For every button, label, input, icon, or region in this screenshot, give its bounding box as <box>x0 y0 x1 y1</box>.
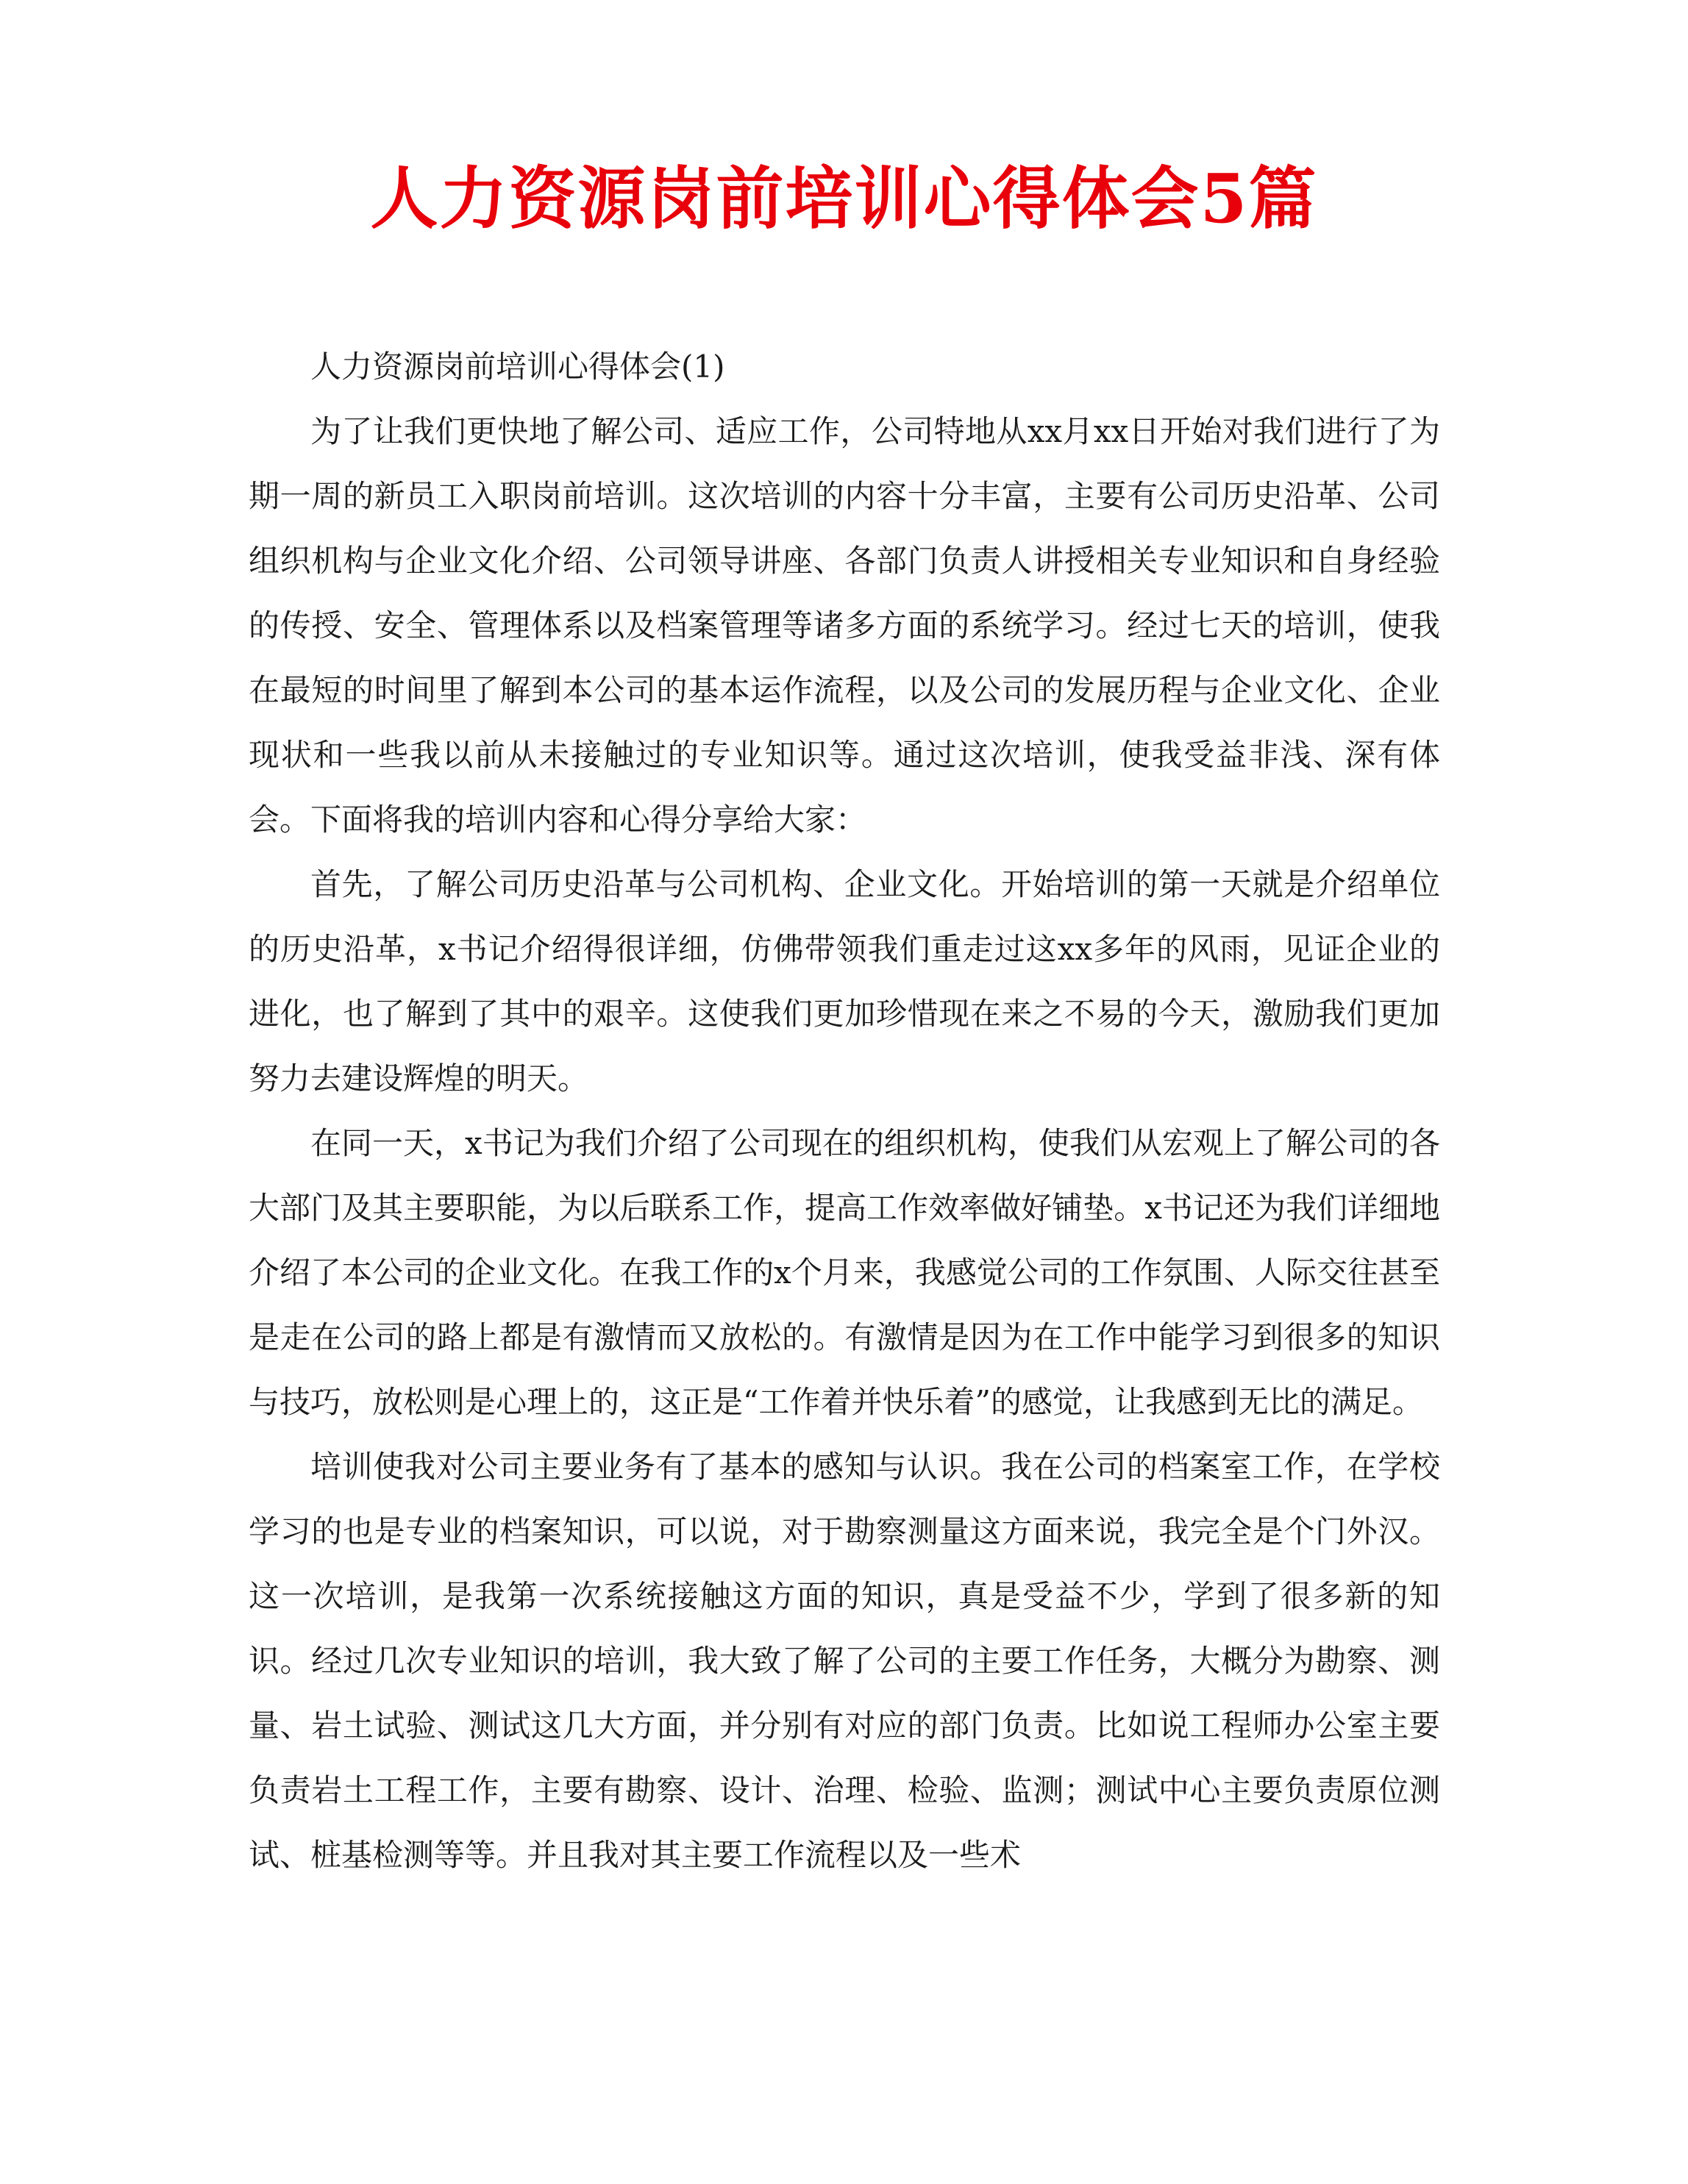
section-heading: 人力资源岗前培训心得体会(1) <box>310 349 725 385</box>
paragraph-4: 培训使我对公司主要业务有了基本的感知与认识。我在公司的档案室工作，在学校学习的也是专业的档案知识，可以说，对于勘察测量这方面来说，我完全是个门外汉。这一次培训，是我第一次系统接触这方面的知识，真是受益不少，学到了很多新的知识。经过几次专业知识的培训，我大致了解了公司的主要工作任务，大概分为勘察、测量、岩土试验、测试这几大方面，并分别有对应的部门负责。比如说工程师办公室主要负责岩土工程工作，主要有勘察、设计、治理、检验、监测；测试中心主要负责原位测试、桩基检测等等。并且我对其主要工作流程以及一些术 <box>249 1449 1440 1873</box>
paragraph-3: 在同一天，x书记为我们介绍了公司现在的组织机构，使我们从宏观上了解公司的各大部门及其主要职能，为以后联系工作，提高工作效率做好铺垫。x书记还为我们详细地介绍了本公司的企业文化。在我工作的x个月来，我感觉公司的工作氛围、人际交往甚至是走在公司的路上都是有激情而又放松的。有激情是因为在工作中能学习到很多的知识与技巧，放松则是心理上的，这正是“工作着并快乐着”的感觉，让我感到无比的满足。 <box>249 1125 1440 1420</box>
document-body <box>249 335 1440 1888</box>
paragraph-1: 为了让我们更快地了解公司、适应工作，公司特地从xx月xx日开始对我们进行了为期一周的新员工入职岗前培训。这次培训的内容十分丰富，主要有公司历史沿革、公司组织机构与企业文化介绍、公司领导讲座、各部门负责人讲授相关专业知识和自身经验的传授、安全、管理体系以及档案管理等诸多方面的系统学习。经过七天的培训，使我在最短的时间里了解到本公司的基本运作流程，以及公司的发展历程与企业文化、企业现状和一些我以前从未接触过的专业知识等。通过这次培训，使我受益非浅、深有体会。下面将我的培训内容和心得分享给大家： <box>249 413 1440 838</box>
paragraph-2: 首先，了解公司历史沿革与公司机构、企业文化。开始培训的第一天就是介绍单位的历史沿革，x书记介绍得很详细，仿佛带领我们重走过这xx多年的风雨，见证企业的进化，也了解到了其中的艰辛。这使我们更加珍惜现在来之不易的今天，激励我们更加努力去建设辉煌的明天。 <box>249 866 1440 1096</box>
document-title: 人力资源岗前培训心得体会5篇 <box>370 159 1318 238</box>
